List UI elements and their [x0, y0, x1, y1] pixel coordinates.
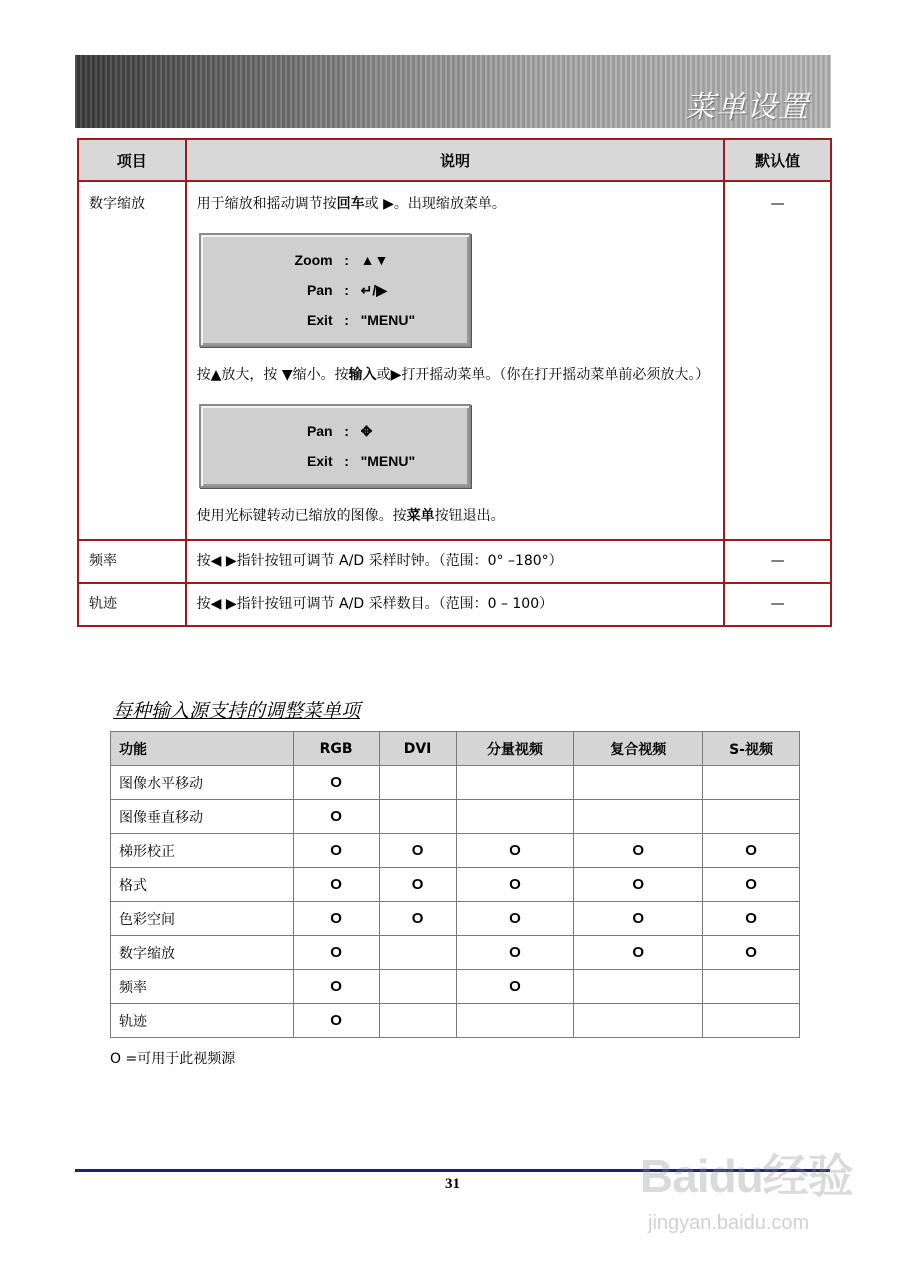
support-mark: O: [574, 936, 703, 970]
keyword-enter: 回车: [336, 196, 365, 212]
default-tracking: —: [724, 583, 831, 626]
support-mark: O: [574, 868, 703, 902]
table-row: [111, 1004, 800, 1038]
support-mark: [379, 970, 456, 1004]
osd-key: Pan: [306, 422, 333, 439]
osd-zoom-menu: [199, 233, 471, 347]
function-name: 图像水平移动: [111, 766, 294, 800]
four-way-arrow-icon: ✥: [360, 422, 373, 439]
support-mark: O: [293, 902, 379, 936]
text: 或 ▶。出现缩放菜单。: [364, 196, 506, 212]
text: 或▶打开摇动菜单。（你在打开摇动菜单前必须放大。）: [376, 367, 710, 383]
support-mark: O: [293, 970, 379, 1004]
item-frequency: 频率: [78, 540, 186, 583]
osd-value: "MENU": [360, 311, 416, 328]
keyword-menu: 菜单: [406, 508, 435, 524]
osd-key: Exit: [306, 452, 333, 469]
header-description: 说明: [186, 139, 725, 181]
legend-note: O =可用于此视频源: [110, 1051, 236, 1067]
support-mark: O: [703, 834, 800, 868]
osd-line: [201, 245, 469, 275]
support-mark: O: [574, 902, 703, 936]
support-mark: O: [293, 936, 379, 970]
header-svideo: S-视频: [703, 732, 800, 766]
support-mark: O: [379, 868, 456, 902]
function-name: 梯形校正: [111, 834, 294, 868]
header-composite: 复合视频: [574, 732, 703, 766]
table-row: [111, 868, 800, 902]
support-mark: O: [456, 834, 574, 868]
zoom-paragraph-3: [197, 506, 714, 527]
page-title: 菜单设置: [685, 90, 809, 125]
support-mark: O: [574, 834, 703, 868]
table-row: [78, 540, 831, 583]
osd-colon: :: [344, 422, 349, 439]
support-mark: [574, 766, 703, 800]
support-mark: O: [703, 936, 800, 970]
item-tracking: 轨迹: [78, 583, 186, 626]
function-name: 色彩空间: [111, 902, 294, 936]
header-rgb: RGB: [293, 732, 379, 766]
default-digital-zoom: —: [724, 181, 831, 540]
osd-value: "MENU": [360, 452, 416, 469]
watermark-url: jingyan.baidu.com: [648, 1212, 810, 1234]
default-frequency: —: [724, 540, 831, 583]
settings-table: [77, 138, 832, 627]
support-mark: [574, 1004, 703, 1038]
zoom-paragraph-2: [197, 365, 714, 386]
table-row: [78, 583, 831, 626]
osd-colon: :: [344, 251, 349, 268]
osd-colon: :: [344, 281, 349, 298]
support-mark: [379, 800, 456, 834]
support-mark: O: [293, 1004, 379, 1038]
header-default: 默认值: [724, 139, 831, 181]
osd-colon: :: [344, 311, 349, 328]
support-mark: [703, 800, 800, 834]
osd-key: Pan: [306, 281, 333, 298]
support-mark: [703, 1004, 800, 1038]
support-mark: [574, 970, 703, 1004]
support-mark: [456, 1004, 574, 1038]
support-mark: O: [703, 868, 800, 902]
support-table-title: 每种输入源支持的调整菜单项: [113, 700, 361, 722]
function-name: 数字缩放: [111, 936, 294, 970]
settings-header-row: [78, 139, 831, 181]
table-row: [111, 902, 800, 936]
text: 使用光标键转动已缩放的图像。按: [196, 508, 407, 524]
support-mark: O: [456, 970, 574, 1004]
osd-line: [201, 275, 469, 305]
desc-digital-zoom: [186, 181, 725, 540]
support-mark: O: [293, 766, 379, 800]
function-name: 图像垂直移动: [111, 800, 294, 834]
text: 用于缩放和摇动调节按: [196, 196, 337, 212]
watermark-logo: Baidu经验: [640, 1150, 853, 1202]
osd-pan-menu: [199, 404, 471, 488]
header-banner: [75, 55, 831, 128]
header-function: 功能: [111, 732, 294, 766]
table-row: [111, 800, 800, 834]
support-mark: [574, 800, 703, 834]
osd-key: Zoom: [294, 251, 333, 268]
function-name: 轨迹: [111, 1004, 294, 1038]
keyword-input: 输入: [348, 367, 377, 383]
support-mark: [456, 766, 574, 800]
support-mark: O: [456, 902, 574, 936]
osd-line: [201, 446, 469, 476]
enter-right-icon: ↵/▶: [360, 281, 388, 298]
osd-key: Exit: [306, 311, 333, 328]
table-row: [78, 181, 831, 540]
support-mark: O: [456, 936, 574, 970]
table-row: [111, 834, 800, 868]
function-name: 格式: [111, 868, 294, 902]
support-mark: O: [456, 868, 574, 902]
support-mark: O: [379, 834, 456, 868]
item-digital-zoom: 数字缩放: [78, 181, 186, 540]
table-row: [111, 970, 800, 1004]
osd-line: [201, 305, 469, 335]
support-mark: O: [703, 902, 800, 936]
desc-frequency: 按◀ ▶指针按钮可调节 A/D 采样时钟。（范围：0° –180°）: [186, 540, 725, 583]
support-mark: [703, 970, 800, 1004]
text: 按钮退出。: [434, 508, 505, 524]
source-support-table: [110, 731, 800, 1038]
support-mark: O: [293, 868, 379, 902]
zoom-paragraph-1: [197, 194, 714, 215]
support-mark: [703, 766, 800, 800]
header-component: 分量视频: [456, 732, 574, 766]
table-row: [111, 936, 800, 970]
osd-line: [201, 416, 469, 446]
support-mark: O: [293, 834, 379, 868]
table-row: [111, 766, 800, 800]
support-mark: [379, 936, 456, 970]
support-mark: [379, 1004, 456, 1038]
desc-tracking: 按◀ ▶指针按钮可调节 A/D 采样数目。（范围：0 – 100）: [186, 583, 725, 626]
zoom-arrows-icon: ▲▼: [360, 251, 389, 268]
support-mark: O: [379, 902, 456, 936]
support-mark: O: [293, 800, 379, 834]
header-item: 项目: [78, 139, 186, 181]
osd-colon: :: [344, 452, 349, 469]
support-mark: [456, 800, 574, 834]
page-number: 31: [445, 1176, 460, 1192]
text: 按▲放大，按 ▼缩小。按: [196, 367, 349, 383]
header-dvi: DVI: [379, 732, 456, 766]
function-name: 频率: [111, 970, 294, 1004]
support-mark: [379, 766, 456, 800]
support-header-row: [111, 732, 800, 766]
